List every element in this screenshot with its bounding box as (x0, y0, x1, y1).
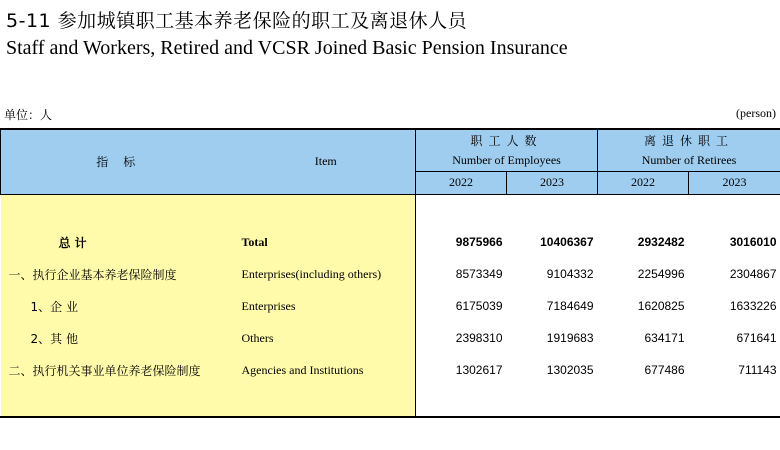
header-item: Item (237, 129, 416, 194)
row-value: 677486 (644, 363, 685, 377)
row-value: 2254996 (637, 267, 685, 281)
page-title-en: Staff and Workers, Retired and VCSR Joined Basic Pension Insurance (6, 37, 568, 59)
row-value: 1302035 (546, 363, 594, 377)
row-label-en: Enterprises(including others) (237, 258, 416, 290)
table-row (1, 258, 780, 290)
spacer-cell (1, 386, 416, 418)
header-retirees (598, 129, 780, 171)
row-value: 634171 (644, 331, 685, 345)
row-value: 1620825 (637, 299, 685, 313)
unit-label-en: (person) (736, 106, 776, 120)
spacer-cell-right (416, 386, 780, 418)
table-row (1, 322, 780, 354)
row-label-cn: 1、企 业 (1, 290, 237, 322)
row-label-en: Others (237, 322, 416, 354)
row-value: 671641 (736, 331, 777, 345)
spacer-cell-right (416, 194, 780, 226)
header-retirees-en: Number of Retirees (641, 153, 737, 168)
row-value: 1633226 (729, 299, 777, 313)
row-value: 3016010 (729, 235, 777, 249)
header-indicator: 指 标 (1, 129, 237, 194)
row-value: 2932482 (637, 235, 685, 249)
table-row (1, 226, 780, 258)
header-year-retirees-2023: 2023 (689, 171, 780, 194)
row-value: 711143 (738, 363, 777, 377)
header-retirees-cn: 离退休职工 (644, 134, 735, 149)
row-label-cn: 二、执行机关事业单位养老保险制度 (1, 354, 237, 386)
header-employees-cn: 职工人数 (470, 134, 543, 149)
row-value: 2398310 (455, 331, 503, 345)
row-value: 10406367 (540, 235, 594, 249)
row-value: 9104332 (546, 267, 594, 281)
spacer-cell (1, 194, 416, 226)
table-row (1, 354, 780, 386)
row-value: 9875966 (455, 235, 503, 249)
row-value: 8573349 (455, 267, 503, 281)
row-label-cn: 一、执行企业基本养老保险制度 (1, 258, 237, 290)
row-value: 1302617 (455, 363, 503, 377)
row-value: 6175039 (455, 299, 503, 313)
row-label-en: Agencies and Institutions (237, 354, 416, 386)
row-label-cn: 2、其 他 (1, 322, 237, 354)
header-employees-en: Number of Employees (452, 153, 561, 168)
row-label-en: Enterprises (237, 290, 416, 322)
header-year-employees-2022: 2022 (416, 171, 507, 194)
table-row (1, 290, 780, 322)
header-year-employees-2023: 2023 (507, 171, 598, 194)
pension-table (0, 128, 780, 418)
unit-label-cn: 单位：人 (4, 108, 53, 122)
row-label-cn: 总 计 (1, 226, 237, 258)
header-year-retirees-2022: 2022 (598, 171, 689, 194)
row-value: 1919683 (546, 331, 594, 345)
table-bottom-rule (0, 416, 780, 418)
row-value: 2304867 (729, 267, 777, 281)
header-employees (416, 129, 598, 171)
row-label-en: Total (237, 226, 416, 258)
page-title-cn: 5-11 参加城镇职工基本养老保险的职工及离退休人员 (6, 10, 468, 32)
row-value: 7184649 (546, 299, 594, 313)
